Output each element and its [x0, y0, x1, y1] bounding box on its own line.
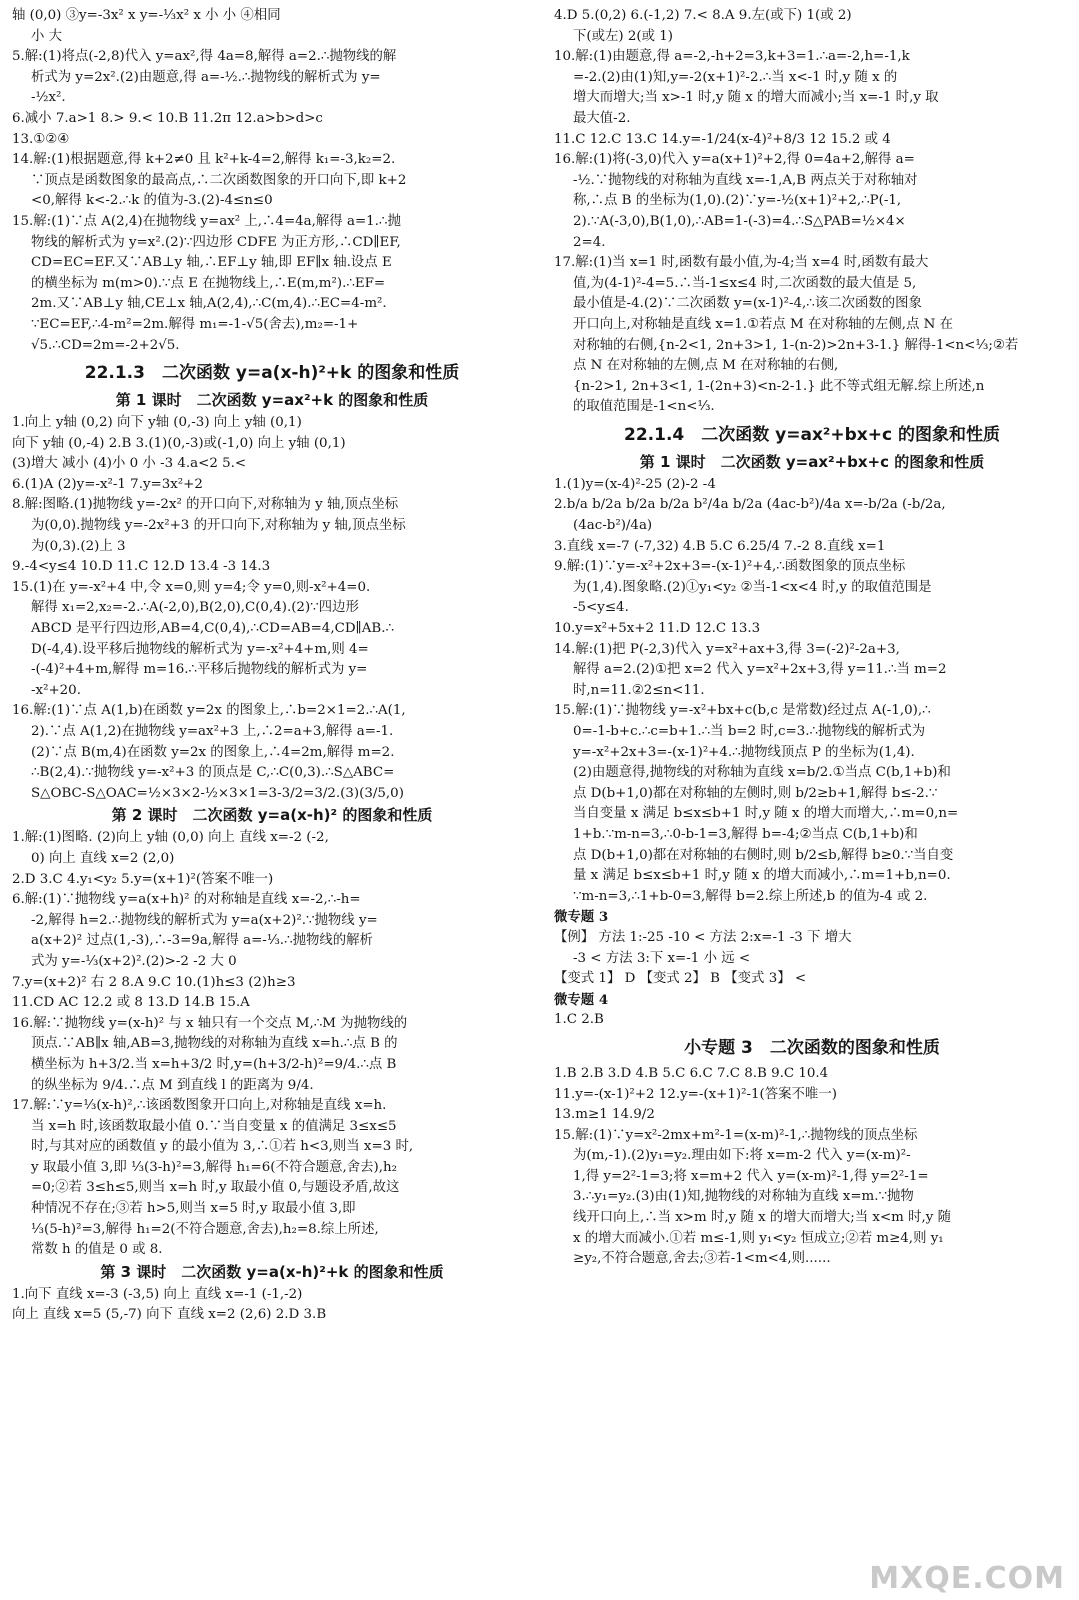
answer-line: 向下 y轴 (0,-4) 2.B 3.(1)(0,-3)或(-1,0) 向上 y轴 (0,1) — [12, 435, 346, 451]
section-title: 22.1.4 二次函数 y=ax²+bx+c 的图象和性质 — [624, 424, 1000, 445]
answer-line: 点 D(b+1,0)都在对称轴的左侧时,则 b/2≥b+1,解得 b≤-2.∵ — [573, 785, 938, 801]
answer-line: 2).∵A(-3,0),B(1,0),∴AB=1-(-3)=4.∴S△PAB=½×4× — [573, 213, 906, 229]
answer-line: 时,n=11.②2≤n<11. — [573, 682, 705, 698]
answer-line: 当自变量 x 满足 b≤x≤b+1 时,y 随 x 的增大而增大,∴m=0,n= — [573, 806, 959, 822]
left-column — [12, 6, 532, 1591]
answer-line: 0=-1-b+c.∴c=b+1.∴当 b=2 时,c=3.∴抛物线的解析式为 — [573, 724, 926, 739]
answer-line: -5<y≤4. — [573, 600, 629, 616]
right-column — [554, 6, 1070, 1597]
answer-line: x 的增大而减小.①若 m≤-1,则 y₁<y₂ 恒成立;②若 m≥4,则 y₁ — [573, 1230, 944, 1246]
answer-line: 量 x 满足 b≤x≤b+1 时,y 随 x 的增大而减小,∴m=1+b,n=0. — [573, 868, 951, 884]
answer-line: 17.解:∵y=⅓(x-h)²,∴该函数图象开口向上,对称轴是直线 x=h. — [12, 1098, 387, 1114]
answer-line: 为(0,0).抛物线 y=-2x²+3 的开口向下,对称轴为 y 轴,顶点坐标 — [31, 518, 406, 534]
answer-line: 13.m≥1 14.9/2 — [554, 1107, 655, 1123]
answer-line: 14.解:(1)根据题意,得 k+2≠0 且 k²+k-4=2,解得 k₁=-3,k₂=2. — [12, 152, 396, 168]
answer-line: 2.D 3.C 4.y₁<y₂ 5.y=(x+1)²(答案不唯一) — [12, 871, 274, 887]
answer-line: 15.解:(1)∵抛物线 y=-x²+bx+c(b,c 是常数)经过点 A(-1,0),∴ — [554, 703, 931, 719]
answer-line: 的纵坐标为 9/4.∴点 M 到直线 l 的距离为 9/4. — [31, 1077, 314, 1093]
answer-line: 16.解:∵抛物线 y=(x-h)² 与 x 轴只有一个交点 M,∴M 为抛物线的 — [12, 1015, 408, 1031]
answer-line: 7.y=(x+2)² 右 2 8.A 9.C 10.(1)h≤3 (2)h≥3 — [12, 974, 296, 990]
watermark-logo: MXQE.COM — [869, 1561, 1065, 1597]
answer-line: 【变式 1】 D 【变式 2】 B 【变式 3】 < — [554, 971, 807, 987]
answer-line: -½.∵抛物线的对称轴为直线 x=-1,A,B 两点关于对称轴对 — [573, 172, 918, 188]
answer-line: √5.∴CD=2m=-2+2√5. — [31, 337, 180, 353]
answer-line: 向上 直线 x=5 (5,-7) 向下 直线 x=2 (2,6) 2.D 3.B — [12, 1307, 327, 1323]
answer-line: 4.D 5.(0,2) 6.(-1,2) 7.< 8.A 9.左(或下) 1(或 2) — [554, 8, 852, 23]
answer-line: 10.解:(1)由题意,得 a=-2,-h+2=3,k+3=1.∴a=-2,h=-1,k — [554, 49, 910, 65]
answer-line: 点 N 在对称轴的左侧,点 M 在对称轴的右侧, — [573, 358, 839, 374]
answer-line: S△OBC-S△OAC=½×3×2-½×3×1=3-3/2=3/2.(3)(3/5,0) — [31, 785, 404, 801]
answer-line: 2m.又∵AB⊥y 轴,CE⊥x 轴,A(2,4),∴C(m,4).∴EC=4-m². — [31, 296, 387, 312]
answer-line: 1.(1)y=(x-4)²-25 (2)-2 -4 — [554, 476, 716, 492]
answer-line: 15.(1)在 y=-x²+4 中,令 x=0,则 y=4;令 y=0,则-x²+4=0. — [12, 579, 371, 595]
answer-line: 9.解:(1)∵y=-x²+2x+3=-(x-1)²+4,∴函数图象的顶点坐标 — [554, 559, 906, 575]
lesson-title: 第 3 课时 二次函数 y=a(x-h)²+k 的图象和性质 — [100, 1262, 444, 1281]
answer-line: 增大而增大;当 x>-1 时,y 随 x 的增大而减小;当 x=-1 时,y 取 — [573, 90, 939, 106]
answer-line: 15.解:(1)∵y=x²-2mx+m²-1=(x-m)²-1,∴抛物线的顶点坐标 — [554, 1127, 918, 1143]
answer-line: ∵顶点是函数图象的最高点,∴二次函数图象的开口向下,即 k+2 — [31, 172, 407, 188]
topic-label: 微专题 3 — [554, 909, 609, 926]
answer-line: 11.CD AC 12.2 或 8 13.D 14.B 15.A — [12, 995, 250, 1011]
answer-line: =-2.(2)由(1)知,y=-2(x+1)²-2.∴当 x<-1 时,y 随 x 的 — [573, 69, 898, 85]
answer-line: (2)∵点 B(m,4)在函数 y=2x 的图象上,∴4=2m,解得 m=2. — [31, 744, 395, 760]
answer-line: 1.C 2.B — [554, 1012, 604, 1028]
answer-line: 种情况不存在;③若 h>5,则当 x=5 时,y 取最小值 3,即 — [31, 1201, 356, 1217]
answer-line: 3.∴y₁=y₂.(3)由(1)知,抛物线的对称轴为直线 x=m.∵抛物 — [573, 1189, 914, 1205]
answer-line: 顶点.∵AB∥x 轴,AB=3,抛物线的对称轴为直线 x=h.∴点 B 的 — [31, 1036, 398, 1052]
answer-line: 的取值范围是-1<n<⅓. — [573, 399, 715, 415]
answer-line: ≥y₂,不符合题意,舍去;③若-1<m<4,则...... — [573, 1251, 831, 1267]
answer-line: 1+b.∵m-n=3,∴0-b-1=3,解得 b=-4;②当点 C(b,1+b)和 — [573, 826, 918, 842]
answer-line: 2=4. — [573, 234, 606, 250]
lesson-title: 第 2 课时 二次函数 y=a(x-h)² 的图象和性质 — [111, 806, 433, 825]
answer-line: 最小值是-4.(2)∵二次函数 y=(x-1)²-4,∴该二次函数的图象 — [573, 296, 922, 312]
section-title: 22.1.3 二次函数 y=a(x-h)²+k 的图象和性质 — [84, 363, 460, 384]
answer-line: -x²+20. — [31, 682, 81, 698]
answer-line: 的横坐标为 m(m>0).∵点 E 在抛物线上,∴E(m,m²).∴EF= — [31, 275, 386, 291]
answer-line: 开口向上,对称轴是直线 x=1.①若点 M 在对称轴的左侧,点 N 在 — [573, 316, 953, 332]
answer-line: -2,解得 h=2.∴抛物线的解析式为 y=a(x+2)².∵抛物线 y= — [31, 912, 378, 928]
answer-line: 析式为 y=2x².(2)由题意,得 a=-½.∴抛物线的解析式为 y= — [31, 69, 381, 85]
answer-line: 11.y=-(x-1)²+2 12.y=-(x+1)²-1(答案不唯一) — [554, 1086, 837, 1102]
answer-line: y=-x²+2x+3=-(x-1)²+4.∴抛物线顶点 P 的坐标为(1,4). — [573, 744, 915, 760]
answer-line: 1.B 2.B 3.D 4.B 5.C 6.C 7.C 8.B 9.C 10.4 — [554, 1065, 829, 1081]
answer-line: 小 大 — [31, 28, 63, 44]
answer-line: 为(m,-1).(2)y₁=y₂.理由如下:将 x=m-2 代入 y=(x-m)²- — [573, 1148, 911, 1164]
answer-line: 0) 向上 直线 x=2 (2,0) — [31, 850, 175, 866]
answer-line: 值,为(4-1)²-4=5.∴当-1≤x≤4 时,二次函数的最大值是 5, — [573, 275, 917, 291]
answer-line: ∵EC=EF,∴4-m²=2m.解得 m₁=-1-√5(舍去),m₂=-1+ — [31, 316, 359, 332]
answer-line: 2.b/a b/2a b/2a b/2a b²/4a b/2a (4ac-b²)/4a x=-b/2a (-b/2a, — [554, 497, 946, 513]
answer-line: 5.解:(1)将点(-2,8)代入 y=ax²,得 4a=8,解得 a=2.∴抛物线的解 — [12, 49, 397, 65]
answer-line: 轴 (0,0) ③y=-3x² x y=-⅓x² x 小 小 ④相同 — [12, 8, 281, 23]
answer-line: 6.解:(1)∵抛物线 y=a(x+h)² 的对称轴是直线 x=-2,∴-h= — [12, 892, 361, 908]
answer-line: 13.①②④ — [12, 131, 70, 147]
section-title: 小专题 3 二次函数的图象和性质 — [684, 1037, 940, 1058]
answer-line: 17.解:(1)当 x=1 时,函数有最小值,为-4;当 x=4 时,函数有最大 — [554, 255, 929, 271]
answer-line: 称,∴点 B 的坐标为(1,0).(2)∵y=-½(x+1)²+2,∴P(-1, — [573, 193, 902, 209]
answer-line: (3)增大 减小 (4)小 0 小 -3 4.a<2 5.< — [12, 456, 247, 472]
answer-line: 物线的解析式为 y=x².(2)∵四边形 CDFE 为正方形,∴CD∥EF, — [31, 234, 401, 250]
answer-line: 线开口向上,∴当 x>m 时,y 随 x 的增大而增大;当 x<m 时,y 随 — [573, 1210, 951, 1226]
answer-line: 时,与其对应的函数值 y 的最小值为 3,∴①若 h<3,则当 x=3 时, — [31, 1139, 414, 1155]
answer-line: {n-2>1, 2n+3<1, 1-(2n+3)<n-2-1.} 此不等式组无解.综上所述,n — [573, 378, 985, 394]
answer-line: 为(1,4).图象略.(2)①y₁<y₂ ②当-1<x<4 时,y 的取值范围是 — [573, 579, 932, 595]
answer-line: 8.解:图略.(1)抛物线 y=-2x² 的开口向下,对称轴为 y 轴,顶点坐标 — [12, 497, 399, 513]
answer-line: ABCD 是平行四边形,AB=4,C(0,4),∴CD=AB=4,CD∥AB.∴ — [31, 621, 395, 637]
answer-line: 9.-4<y≤4 10.D 11.C 12.D 13.4 -3 14.3 — [12, 559, 271, 575]
answer-line: 3.直线 x=-7 (-7,32) 4.B 5.C 6.25/4 7.-2 8.直线 x=1 — [554, 538, 886, 554]
answer-line: 6.减小 7.a>1 8.> 9.< 10.B 11.2π 12.a>b>d>c — [12, 110, 323, 126]
answer-line: 最大值-2. — [573, 110, 631, 126]
answer-line: 14.解:(1)把 P(-2,3)代入 y=x²+ax+3,得 3=(-2)²-2a+3, — [554, 641, 900, 657]
answer-line: (2)由题意得,抛物线的对称轴为直线 x=b/2.①当点 C(b,1+b)和 — [573, 765, 951, 781]
answer-line: 1,得 y=2²-1=3;将 x=m+2 代入 y=(x-m)²-1,得 y=2²-1= — [573, 1168, 929, 1184]
answer-line: 解得 x₁=2,x₂=-2.∴A(-2,0),B(2,0),C(0,4).(2)∵四边形 — [31, 600, 359, 616]
lesson-title: 第 1 课时 二次函数 y=ax²+bx+c 的图象和性质 — [639, 452, 985, 471]
answer-line: 对称轴的右侧,{n-2<1, 2n+3>1, 1-(n-2)>2n+3-1.} 解得-1<n<⅓;②若 — [573, 337, 1019, 353]
answer-line: 解得 a=2.(2)①把 x=2 代入 y=x²+2x+3,得 y=11.∴当 m=2 — [573, 662, 947, 678]
answer-line: -(-4)²+4+m,解得 m=16.∴平移后抛物线的解析式为 y= — [31, 662, 368, 678]
answer-line: 横坐标为 h+3/2.当 x=h+3/2 时,y=(h+3/2-h)²=9/4.∴点 B — [31, 1056, 397, 1072]
answer-line: -3 < 方法 3:下 x=-1 小 远 < — [573, 950, 751, 966]
answer-line: 式为 y=-⅓(x+2)².(2)>-2 -2 大 0 — [31, 953, 237, 969]
answer-line: CD=EC=EF.又∵AB⊥y 轴,∴EF⊥y 轴,即 EF∥x 轴.设点 E — [31, 255, 392, 271]
answer-line: 为(0,3).(2)上 3 — [31, 538, 126, 554]
answer-line: <0,解得 k<-2.∴k 的值为-3.(2)-4≤n≤0 — [31, 193, 273, 209]
answer-line: 常数 h 的值是 0 或 8. — [31, 1242, 163, 1258]
answer-line: 2).∵点 A(1,2)在抛物线 y=ax²+3 上,∴2=a+3,解得 a=-1. — [31, 724, 394, 739]
answer-line: 1.解:(1)图略. (2)向上 y轴 (0,0) 向上 直线 x=-2 (-2, — [12, 830, 329, 846]
answer-line: ⅓(5-h)²=3,解得 h₁=2(不符合题意,舍去),h₂=8.综上所述, — [31, 1221, 379, 1237]
answer-line: 10.y=x²+5x+2 11.D 12.C 13.3 — [554, 621, 761, 637]
answer-line: D(-4,4).设平移后抛物线的解析式为 y=-x²+4+m,则 4= — [31, 641, 369, 657]
answer-line: (4ac-b²)/4a) — [573, 518, 653, 534]
answer-line: 【例】 方法 1:-25 -10 < 方法 2:x=-1 -3 下 增大 — [554, 929, 852, 945]
answer-line: 11.C 12.C 13.C 14.y=-1/24(x-4)²+8/3 12 15.2 或 4 — [554, 131, 891, 147]
answer-line: 点 D(b+1,0)都在对称轴的右侧时,则 b/2≤b,解得 b≥0.∵当自变 — [573, 847, 954, 863]
answer-line: ∴B(2,4).∵抛物线 y=-x²+3 的顶点是 C,∴C(0,3).∴S△ABC= — [31, 765, 395, 781]
answer-line: -½x². — [31, 90, 66, 106]
answer-line: 当 x=h 时,该函数取最小值 0.∵当自变量 x 的值满足 3≤x≤5 — [31, 1118, 397, 1134]
topic-label: 微专题 4 — [554, 991, 609, 1008]
answer-line: 1.向上 y轴 (0,2) 向下 y轴 (0,-3) 向上 y轴 (0,1) — [12, 415, 302, 431]
answer-line: =0;②若 3≤h≤5,则当 x=h 时,y 取最小值 0,与题设矛盾,故这 — [31, 1180, 400, 1196]
answer-line: 下(或左) 2(或 1) — [573, 28, 674, 44]
answer-line: y 取最小值 3,即 ⅓(3-h)²=3,解得 h₁=6(不符合题意,舍去),h₂ — [31, 1159, 397, 1175]
answer-line: 16.解:(1)∵点 A(1,b)在函数 y=2x 的图象上,∴b=2×1=2.∴A(1, — [12, 703, 406, 719]
answer-line: 16.解:(1)将(-3,0)代入 y=a(x+1)²+2,得 0=4a+2,解得 a= — [554, 152, 915, 168]
answer-line: 15.解:(1)∵点 A(2,4)在抛物线 y=ax² 上,∴4=4a,解得 a=1.∴抛 — [12, 213, 401, 229]
answer-line: a(x+2)² 过点(1,-3),∴-3=9a,解得 a=-⅓.∴抛物线的解析 — [31, 933, 373, 949]
answer-line: 1.向下 直线 x=-3 (-3,5) 向上 直线 x=-1 (-1,-2) — [12, 1286, 303, 1302]
answer-line: ∵m-n=3,∴1+b-0=3,解得 b=2.综上所述,b 的值为-4 或 2. — [573, 888, 928, 904]
answer-line: 6.(1)A (2)y=-x²-1 7.y=3x²+2 — [12, 476, 203, 492]
lesson-title: 第 1 课时 二次函数 y=ax²+k 的图象和性质 — [115, 391, 429, 410]
